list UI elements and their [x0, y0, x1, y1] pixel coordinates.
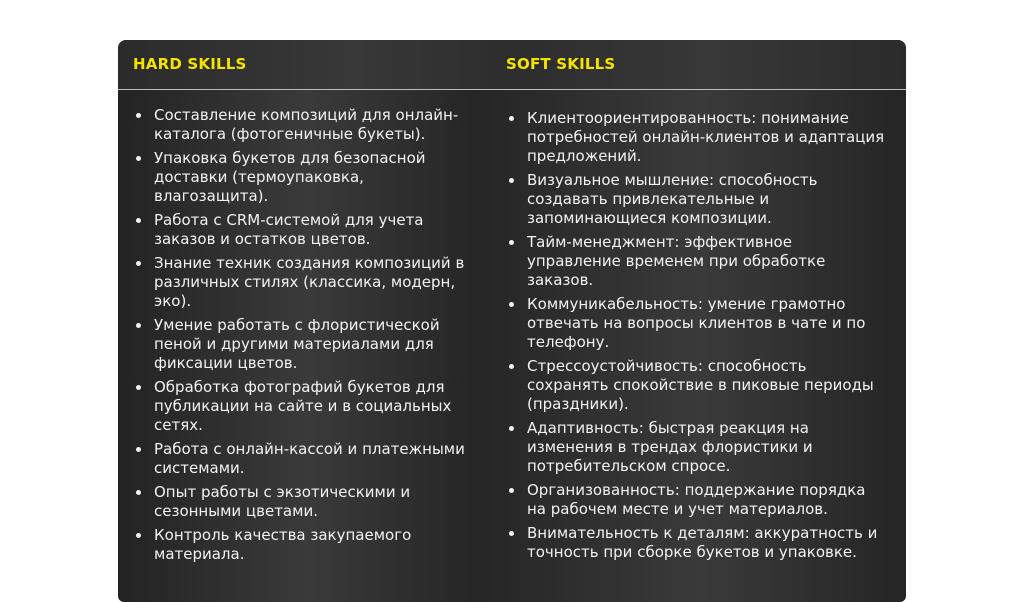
- bullet-icon: [509, 488, 514, 493]
- bullet-icon: [509, 240, 514, 245]
- list-item: [507, 295, 887, 352]
- hard-skill-text: Составление композиций для онлайн-каталога (фотогеничные букеты).: [154, 106, 459, 143]
- soft-skills-list: [507, 109, 887, 562]
- soft-skill-text: Стрессоустойчивость: способность сохранять спокойствие в пиковые периоды (праздники).: [527, 357, 874, 413]
- list-item: [507, 524, 887, 562]
- hard-skill-text: Знание техник создания композиций в различных стилях (классика, модерн, эко).: [154, 254, 465, 310]
- bullet-icon: [136, 533, 141, 538]
- bullet-icon: [136, 218, 141, 223]
- bullet-icon: [136, 323, 141, 328]
- bullet-icon: [136, 490, 141, 495]
- soft-skill-text: Внимательность к деталям: аккуратность и точность при сборке букетов и упаковке.: [527, 524, 878, 561]
- list-item: [134, 526, 479, 564]
- soft-skill-text: Тайм-менеджмент: эффективное управление временем при обработке заказов.: [527, 233, 826, 289]
- hard-skills-title: HARD SKILLS: [133, 55, 247, 73]
- bullet-icon: [509, 531, 514, 536]
- table-header: [118, 40, 906, 90]
- bullet-icon: [509, 302, 514, 307]
- soft-skill-text: Визуальное мышление: способность создавать привлекательные и запоминающиеся композиции.: [527, 171, 818, 227]
- soft-skill-text: Адаптивность: быстрая реакция на изменения в трендах флористики и потребительском спросе.: [527, 419, 813, 475]
- list-item: [507, 233, 887, 290]
- list-item: [507, 357, 887, 414]
- hard-skill-text: Обработка фотографий букетов для публикации на сайте и в социальных сетях.: [154, 378, 452, 434]
- hard-skill-text: Умение работать с флористической пеной и другими материалами для фиксации цветов.: [154, 316, 440, 372]
- list-item: [134, 440, 479, 478]
- soft-skill-text: Клиентоориентированность: понимание потребностей онлайн-клиентов и адаптация предложений.: [527, 109, 885, 165]
- list-item: [507, 481, 887, 519]
- skills-table: [118, 40, 906, 602]
- list-item: [134, 106, 479, 144]
- list-item: [134, 378, 479, 435]
- bullet-icon: [136, 261, 141, 266]
- soft-skills-title: SOFT SKILLS: [506, 55, 616, 73]
- list-item: [134, 483, 479, 521]
- bullet-icon: [136, 156, 141, 161]
- soft-skill-text: Коммуникабельность: умение грамотно отвечать на вопросы клиентов в чате и по телефону.: [527, 295, 866, 351]
- list-item: [134, 149, 479, 206]
- bullet-icon: [509, 364, 514, 369]
- list-item: [507, 109, 887, 166]
- bullet-icon: [509, 116, 514, 121]
- hard-skill-text: Работа с онлайн-кассой и платежными системами.: [154, 440, 465, 477]
- hard-skill-text: Контроль качества закупаемого материала.: [154, 526, 412, 563]
- hard-skill-text: Упаковка букетов для безопасной доставки (термоупаковка, влагозащита).: [154, 149, 426, 205]
- hard-skill-text: Опыт работы с экзотическими и сезонными цветами.: [154, 483, 411, 520]
- list-item: [507, 171, 887, 228]
- bullet-icon: [136, 447, 141, 452]
- list-item: [507, 419, 887, 476]
- bullet-icon: [136, 113, 141, 118]
- soft-skills-column: [507, 109, 887, 567]
- bullet-icon: [509, 426, 514, 431]
- hard-skills-list: [134, 106, 479, 564]
- hard-skills-column: [134, 106, 479, 569]
- list-item: [134, 254, 479, 311]
- hard-skill-text: Работа с CRM-системой для учета заказов и остатков цветов.: [154, 211, 424, 248]
- soft-skill-text: Организованность: поддержание порядка на рабочем месте и учет материалов.: [527, 481, 866, 518]
- list-item: [134, 316, 479, 373]
- list-item: [134, 211, 479, 249]
- bullet-icon: [136, 385, 141, 390]
- bullet-icon: [509, 178, 514, 183]
